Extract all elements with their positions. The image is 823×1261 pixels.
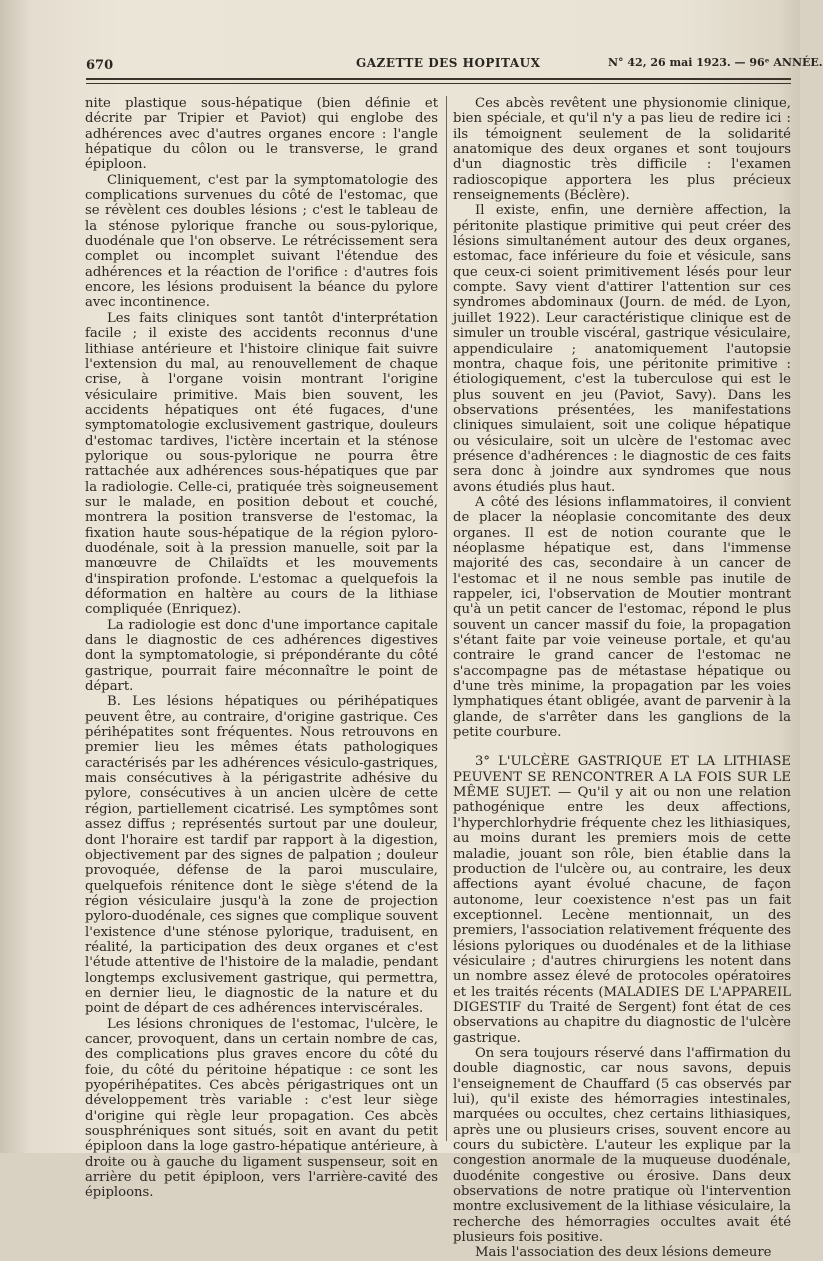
section-paragraph: 3° L'ULCÈRE GASTRIQUE ET LA LITHIASE PEUVENT SE RENCONTRER A LA FOIS SUR LE MÊME SUJET. — Qu'il y ait ou non une relation pathogénique entre les deux affections, l'hyperchlorhydrie fréquente chez les lithiasiques, au moins durant les premiers mois de cette maladie, jouant son rôle, bien établie dans la production de l'ulcère ou, au contraire, les deux affections ayant évolué chacune, de façon autonome, leur coexistence n'est pas un fait exceptionnel. Lecène mentionnait, un des premiers, l'association relativement fréquente des lésions pyloriques ou duodénales et de la lithiase vésiculaire ; d'autres chirurgiens les notent dans un nombre assez élevé de protocoles opératoires et les traités récents (MALADIES DE L'APPAREIL DIGESTIF du Traité de Sergent) font état de ces observations au chapitre du diagnostic de l'ulcère gastrique. [453, 754, 791, 1046]
page-number: 670 [86, 58, 114, 73]
paragraph: La radiologie est donc d'une importance capitale dans le diagnostic de ces adhérences digestives dont la symptomatologie, si prépondérante du côté gastrique, pourrait faire méconnaître le point de départ. [85, 617, 438, 695]
paragraph: A côté des lésions inflammatoires, il convient de placer la néoplasie concomitante des deux organes. Il est de notion courante que le néoplasme hépatique est, dans l'immense majorité des cas, secondaire à un cancer de l'estomac et il ne nous semble pas inutile de rappeler, ici, l'observation de Moutier montrant qu'à un petit cancer de l'estomac, répond le plus souvent un cancer massif du foie, la propagation s'étant faite par voie veineuse portale, et qu'au contraire le grand cancer de l'estomac ne s'accompagne pas de métastase hépatique ou d'une très minime, la propagation par les voies lymphatiques étant obligée, avant de parvenir à la glande, de s'arrêter dans les ganglions de la petite courbure. [453, 494, 791, 741]
paragraph: On sera toujours réservé dans l'affirmation du double diagnostic, car nous savons, depuis l'enseignement de Chauffard (5 cas observés par lui), qu'il existe des hémorragies intestinales, marquées ou occultes, chez certains lithiasiques, après une ou plusieurs crises, souvent encore au cours du subictère. L'auteur les explique par la congestion anormale de la muqueuse duodénale, duodénite congestive ou érosive. Dans deux observations de notre pratique où l'intervention montre exclusivement de la lithiase vésiculaire, la recherche des hémorragies occultes avait été plusieurs fois positive. [453, 1045, 791, 1246]
issue-info: N° 42, 26 mai 1923. — 96ᵉ ANNÉE. [608, 56, 823, 69]
page-header [86, 52, 823, 74]
paragraph: nite plastique sous-hépatique (bien définie et décrite par Tripier et Paviot) qui englobe des adhérences avec d'autres organes encore : l'angle hépatique du côlon ou le transverse, le grand épiploon. [85, 96, 438, 173]
paragraph: Cliniquement, c'est par la symptomatologie des complications survenues du côté de l'estomac, que se révèlent ces doubles lésions ; c'est le tableau de la sténose pylorique franche ou sous-pylorique, duodénale que l'on observe. Le rétrécissement sera complet ou incomplet suivant l'étendue des adhérences et la réaction de l'orifice : d'autres fois encore, les lésions produisent la béance du pylore avec incontinence. [85, 172, 438, 311]
paragraph: Les lésions chroniques de l'estomac, l'ulcère, le cancer, provoquent, dans un certain nombre de cas, des complications plus graves encore du côté du foie, du côté du péritoine hépatique : ce sont les pyopérihépatites. Ces abcès périgastriques ont un développement très variable : c'est leur siège d'origine qui règle leur propagation. Ces abcès sousphréniques sont situés, soit en avant du petit épiploon dans la loge gastro-hépatique antérieure, à droite ou à gauche du ligament suspenseur, soit en arrière du petit épiploon, vers l'arrière-cavité des épiploons. [85, 1016, 438, 1201]
paragraph: Il existe, enfin, une dernière affection, la péritonite plastique primitive qui peut créer des lésions simultanément autour des deux organes, estomac, face inférieure du foie et vésicule, sans que ceux-ci soient primitivement lésés pour leur compte. Savy vient d'attirer l'attention sur ces syndromes abdominaux (Journ. de méd. de Lyon, juillet 1922). Leur caractéristique clinique est de simuler un trouble viscéral, gastrique vésiculaire, appendiculaire ; anatomiquement l'autopsie montra, chaque fois, une péritonite primitive : étiologiquement, c'est la tuberculose qui est le plus souvent en jeu (Paviot, Savy). Dans les observations présentées, les manifestations cliniques simulaient, soit une colique hépatique ou vésiculaire, soit un ulcère de l'estomac avec présence d'adhérences : le diagnostic de ces faits sera donc à joindre aux syndromes que nous avons étudiés plus haut. [453, 203, 791, 495]
paragraph: Ces abcès revêtent une physionomie clinique, bien spéciale, et qu'il n'y a pas lieu de redire ici : ils témoignent seulement de la solidarité anatomique des deux organes et sont toujours d'un diagnostic très difficile : l'examen radioscopique apportera les plus précieux renseignements (Béclère). [453, 96, 791, 204]
left-column [85, 96, 438, 1201]
journal-title: GAZETTE DES HOPITAUX [356, 56, 541, 70]
right-column [453, 96, 791, 1261]
paragraph: Les faits cliniques sont tantôt d'interprétation facile ; il existe des accidents reconnus d'une lithiase antérieure et l'histoire clinique fait suivre l'extension du mal, au renouvellement de chaque crise, à l'organe voisin montrant l'origine vésiculaire primitive. Mais bien souvent, les accidents hépatiques ont été fugaces, d'une symptomatologie exclusivement gastrique, douleurs d'estomac tardives, l'ictère incertain et la sténose pylorique ou sous-pylorique ne pourra être rattachée aux adhérences sous-hépatiques que par la radiologie. Celle-ci, pratiquée très soigneusement sur le malade, en position debout et couché, montrera la position transverse de l'estomac, la fixation haute sous-hépatique de la région pyloro-duodénale, soit à la pression manuelle, soit par la manœuvre de Chilaïdts et les mouvements d'inspiration profonde. L'estomac a quelquefois la déformation en haltère au cours de la lithiase compliquée (Enriquez). [85, 310, 438, 618]
column-divider [446, 96, 447, 1141]
paragraph: Mais l'association des deux lésions demeure [475, 1245, 772, 1261]
paragraph: B. Les lésions hépatiques ou périhépatiques peuvent être, au contraire, d'origine gastrique. Ces périhépatites sont fréquentes. Nous retrouvons en premier lieu les mêmes états pathologiques caractérisés par les adhérences vésiculo-gastriques, mais consécutives à la périgastrite adhésive du pylore, consécutives à un ancien ulcère de cette région, partiellement cicatrisé. Les symptômes sont assez diffus ; représentés surtout par une douleur, dont l'horaire est tardif par rapport à la digestion, objectivement par des signes de palpation ; douleur provoquée, défense de la paroi musculaire, quelquefois rénitence dont le siège s'étend de la région vésiculaire jusqu'à la zone de projection pyloro-duodénale, ces signes que complique souvent l'existence d'une sténose pylorique, traduisent, en réalité, la participation des deux organes et c'est l'étude attentive de l'histoire de la maladie, pendant longtemps exclusivement gastrique, qui permettra, en dernier lieu, le diagnostic de la nature et du point de départ de ces adhérences interviscérales. [85, 694, 438, 1017]
header-rule-thick [86, 78, 791, 80]
header-rule-thin [86, 83, 791, 84]
